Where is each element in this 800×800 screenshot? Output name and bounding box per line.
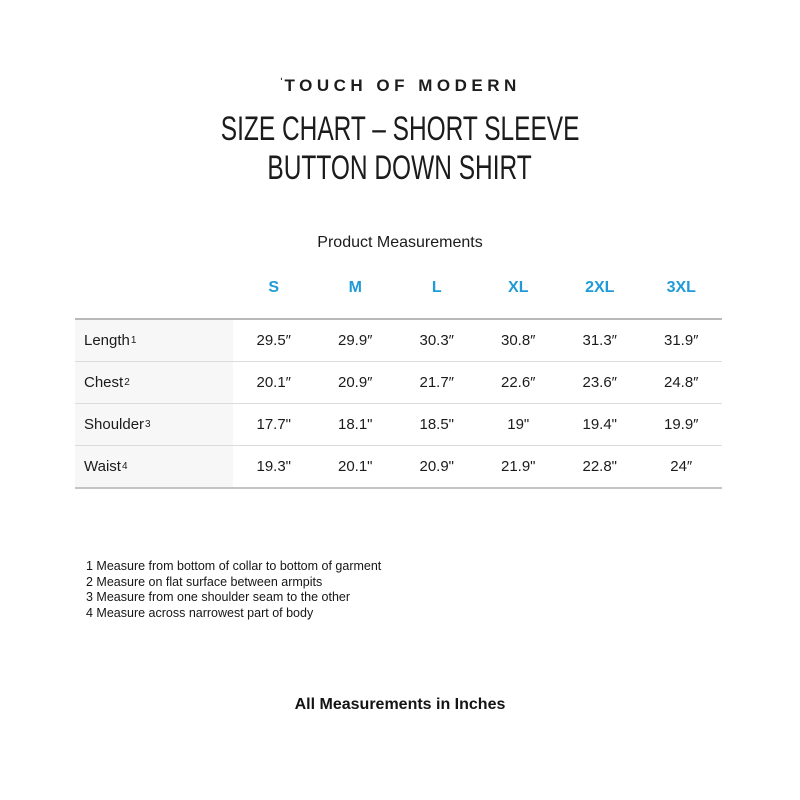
units-note: All Measurements in Inches (294, 696, 506, 713)
measurements-table (75, 270, 722, 489)
page-title (0, 110, 800, 188)
cell-chest-3xl: 24.8″ (663, 374, 699, 391)
cell-length-xl: 30.8″ (500, 332, 536, 349)
footnotes-block (86, 559, 381, 621)
column-header-s: S (268, 279, 280, 296)
cell-chest-xl: 22.6″ (500, 374, 536, 391)
row-label-text: Shoulder (84, 416, 145, 433)
cell-length-s: 29.5″ (256, 332, 291, 349)
cell-chest-2xl: 23.6″ (582, 374, 617, 391)
cell-length-2xl: 31.3″ (582, 332, 617, 349)
row-label-shoulder: Shoulder 3 (75, 404, 233, 445)
cell-waist-xl: 21.9" (500, 458, 536, 475)
cell-waist-m: 20.1" (337, 458, 373, 475)
footnote-3: 3 Measure from one shoulder seam to the other (86, 590, 351, 604)
cell-waist-3xl: 24″ (670, 458, 693, 475)
header-spacer (75, 270, 233, 318)
column-header-m: M (348, 279, 362, 296)
page-title-line2: BUTTON DOWN SHIRT (267, 149, 533, 187)
footnote-4: 4 Measure across narrowest part of body (86, 605, 314, 620)
cell-chest-s: 20.1″ (256, 374, 291, 391)
cell-shoulder-l: 18.5" (419, 416, 455, 433)
cell-shoulder-s: 17.7" (256, 416, 292, 433)
table-subtitle: Product Measurements (317, 234, 483, 251)
cell-waist-2xl: 22.8" (582, 458, 618, 475)
footnote-2: 2 Measure on flat surface between armpits (86, 574, 323, 589)
column-header-xl: XL (508, 279, 529, 296)
cell-shoulder-2xl: 19.4" (582, 416, 618, 433)
row-label-text: Chest (84, 374, 124, 391)
cell-chest-l: 21.7″ (419, 374, 454, 391)
cell-waist-l: 20.9" (419, 458, 455, 475)
column-header-2xl: 2XL (585, 279, 615, 296)
row-label-length: Length 1 (75, 320, 233, 361)
column-header-l: L (431, 279, 442, 296)
column-header-3xl: 3XL (666, 279, 696, 296)
row-label-chest: Chest 2 (75, 362, 233, 403)
cell-shoulder-3xl: 19.9″ (663, 416, 699, 433)
cell-length-3xl: 31.9″ (663, 332, 699, 349)
cell-shoulder-xl: 19" (507, 416, 530, 433)
cell-length-m: 29.9″ (337, 332, 373, 349)
table-row-waist (75, 446, 722, 489)
cell-shoulder-m: 18.1" (337, 416, 373, 433)
row-label-waist: Waist 4 (75, 446, 233, 487)
table-row-length (75, 320, 722, 362)
table-row-chest (75, 362, 722, 404)
page-title-line1: SIZE CHART – SHORT SLEEVE (220, 110, 580, 148)
cell-length-l: 30.3″ (419, 332, 454, 349)
table-row-shoulder (75, 404, 722, 446)
footnote-1: 1 Measure from bottom of collar to bottom of garment (86, 559, 382, 573)
cell-chest-m: 20.9″ (337, 374, 373, 391)
row-label-text: Length (84, 332, 130, 349)
logo-text: TOUCH OF MODERN (284, 76, 521, 95)
brand-logo (0, 75, 800, 96)
row-label-text: Waist (84, 458, 121, 475)
table-header-row (75, 270, 722, 320)
cell-waist-s: 19.3" (256, 458, 292, 475)
logo-tick-mark: ˈ (279, 75, 284, 90)
